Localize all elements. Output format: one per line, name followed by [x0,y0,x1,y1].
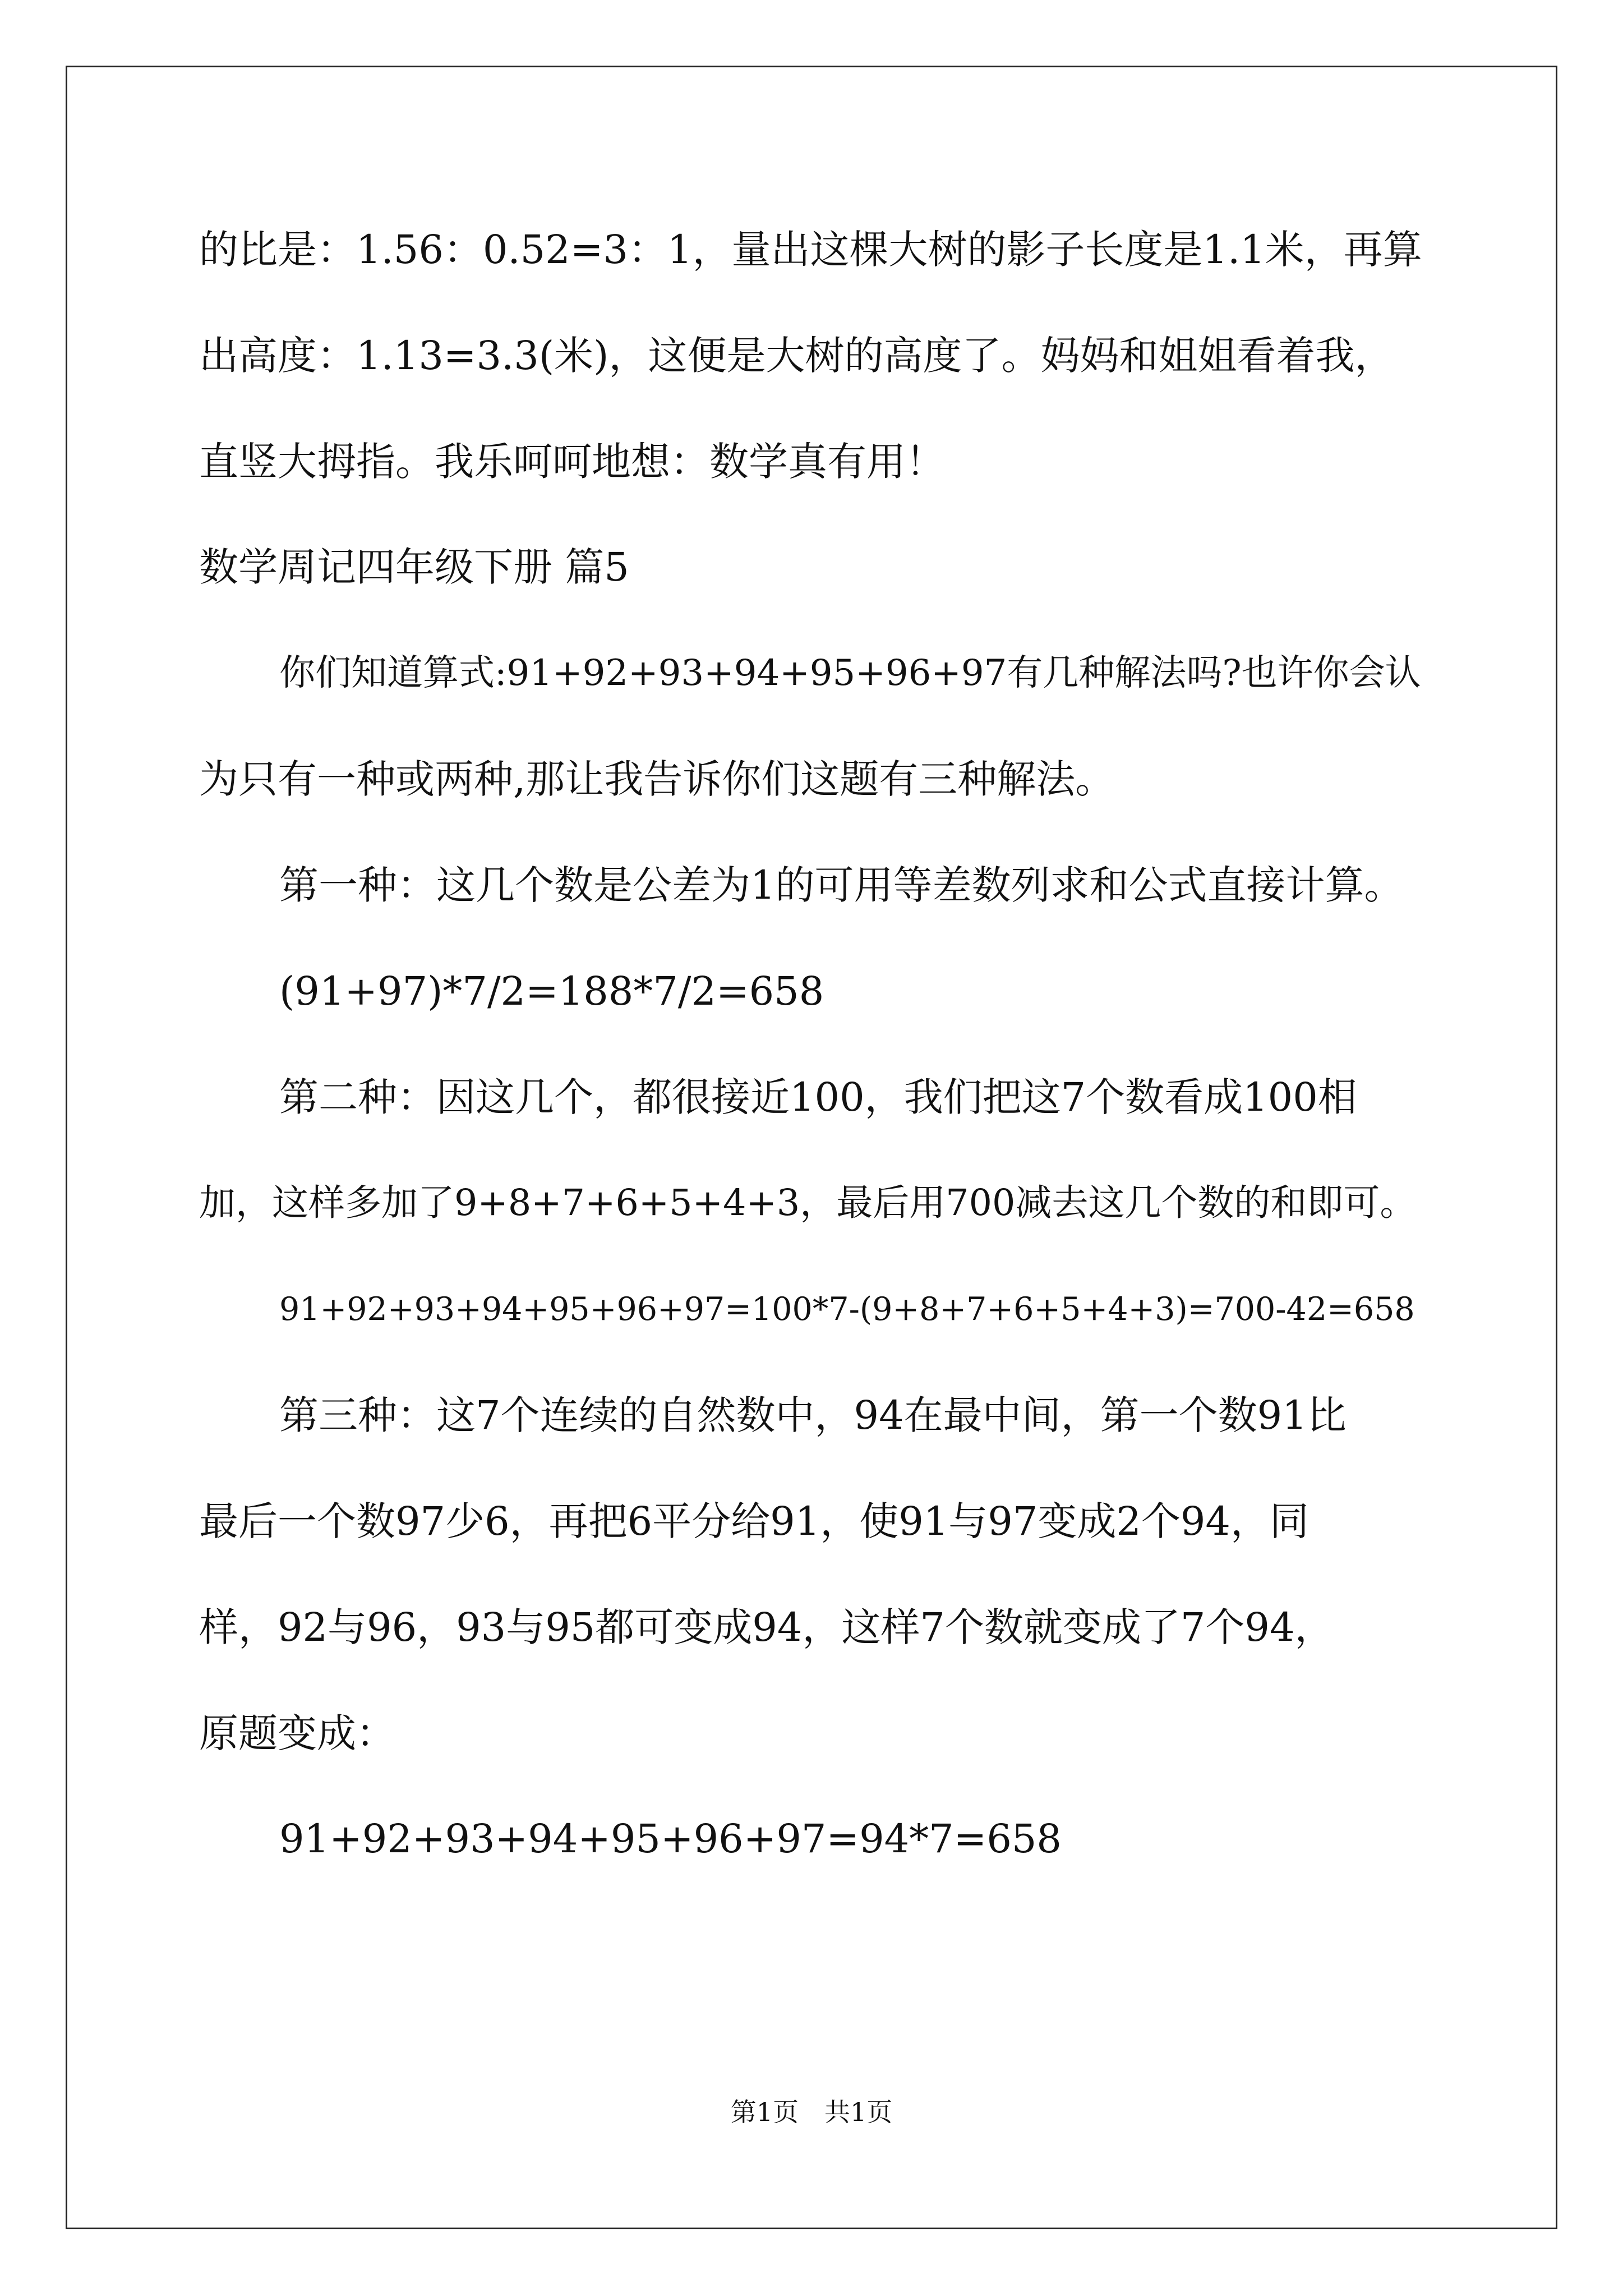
paragraph-line: 你们知道算式:91+92+93+94+95+96+97有几种解法吗?也许你会认 [279,652,1421,694]
text-line: 样，92与96，93与95都可变成94，这样7个数就变成了7个94， [199,1604,1334,1650]
text-line: 加，这样多加了9+8+7+6+5+4+3，最后用700减去这几个数的和即可。 [199,1182,1417,1224]
text-line: 原题变成： [199,1710,395,1756]
paragraph-line: 第二种：因这几个，都很接近100，我们把这7个数看成100相 [279,1074,1357,1120]
section-heading: 数学周记四年级下册 篇5 [199,544,629,590]
formula-line: (91+97)*7/2=188*7/2=658 [279,968,824,1014]
text-line: 出高度：1.13=3.3(米)，这便是大树的高度了。妈妈和姐姐看着我， [199,333,1394,379]
text-line: 直竖大拇指。我乐呵呵地想：数学真有用！ [199,439,945,485]
page-border [66,66,1557,2229]
formula-line: 91+92+93+94+95+96+97=100*7-(9+8+7+6+5+4+3)=700-42=658 [279,1291,1415,1328]
text-line: 的比是：1.56：0.52=3：1，量出这棵大树的影子长度是1.1米，再算 [199,227,1422,273]
text-line: 最后一个数97少6，再把6平分给91，使91与97变成2个94，同 [199,1498,1309,1544]
paragraph-line: 第三种：这7个连续的自然数中，94在最中间，第一个数91比 [279,1392,1347,1438]
formula-line: 91+92+93+94+95+96+97=94*7=658 [279,1816,1062,1862]
paragraph-line: 第一种：这几个数是公差为1的可用等差数列求和公式直接计算。 [279,862,1404,908]
page-number-footer: 第1页 共1页 [730,2097,893,2127]
text-line: 为只有一种或两种,那让我告诉你们这题有三种解法。 [199,756,1115,802]
